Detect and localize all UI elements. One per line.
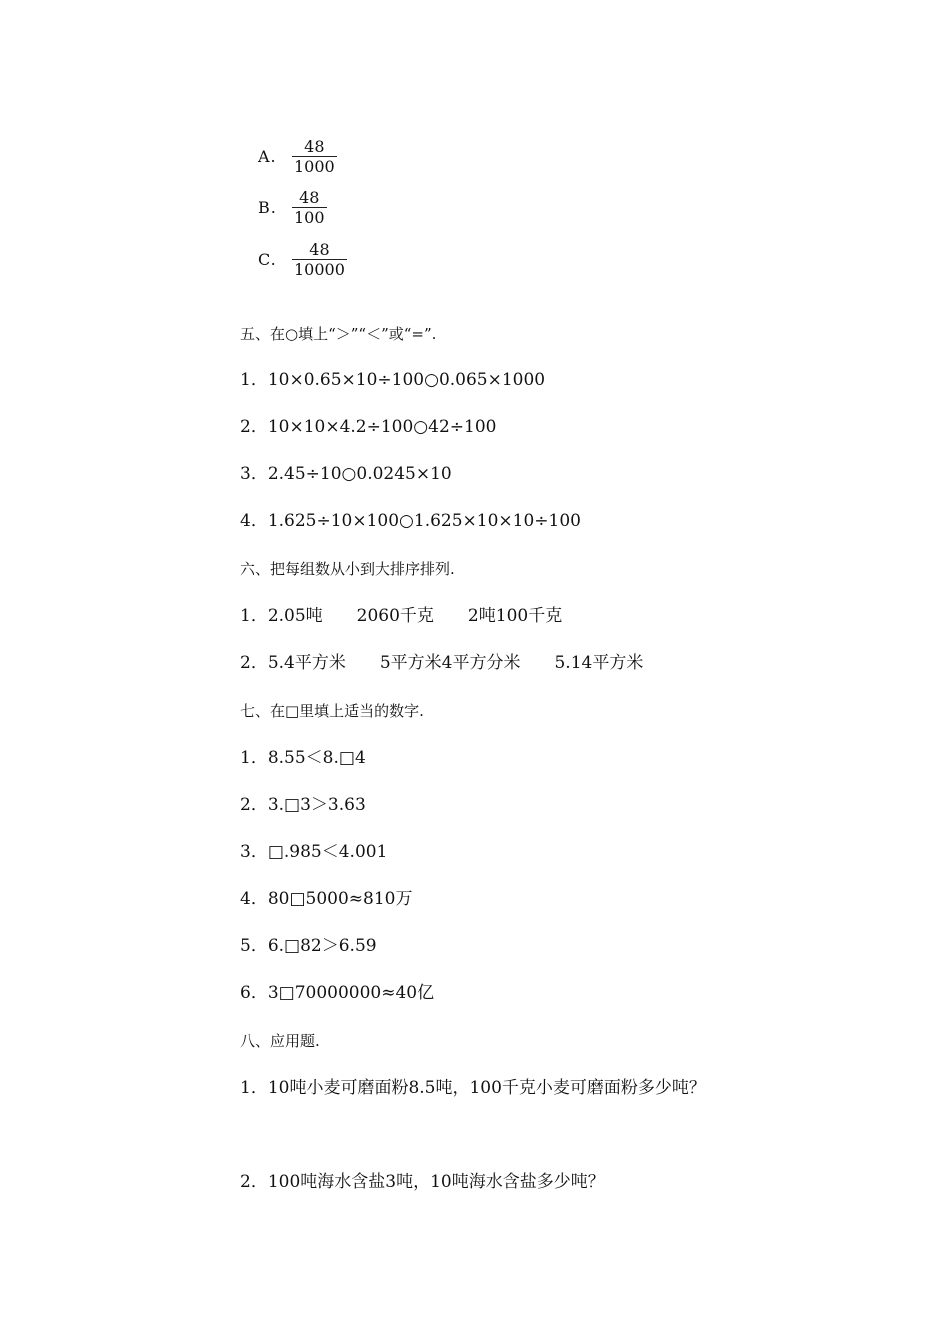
option-label: A. [258,147,277,166]
option-c [258,240,347,279]
fraction [292,137,337,176]
section-7-item: 6．3□70000000≈40亿 [240,983,435,1003]
option-label: C. [258,250,277,269]
section-8-item: 1．10吨小麦可磨面粉8.5吨，100千克小麦可磨面粉多少吨？ [240,1078,706,1098]
section-7-item: 1．8.55＜8.□4 [240,748,366,768]
fraction-numerator: 48 [309,240,330,259]
section-5-title: 五、在○填上“＞”“＜”或“=”. [240,325,437,343]
fraction-numerator: 48 [299,188,320,207]
option-a [258,137,337,176]
section-8-item: 2．100吨海水含盐3吨，10吨海水含盐多少吨？ [240,1172,605,1192]
section-5-item: 3．2.45÷10○0.0245×10 [240,464,452,484]
section-5-item: 4．1.625÷10×100○1.625×10×10÷100 [240,511,581,531]
fraction-denominator: 1000 [294,157,335,176]
section-6-item: 2．5.4平方米 5平方米4平方分米 5.14平方米 [240,653,644,673]
option-label: B. [258,198,277,217]
fraction-denominator: 100 [294,208,325,227]
fraction [292,188,327,227]
section-6-item: 1．2.05吨 2060千克 2吨100千克 [240,606,563,626]
section-7-item: 3．□.985＜4.001 [240,842,388,862]
fraction-numerator: 48 [304,137,325,156]
option-b [258,188,327,227]
fraction-denominator: 10000 [294,260,345,279]
section-5-item: 1．10×0.65×10÷100○0.065×1000 [240,370,546,390]
section-6-title: 六、把每组数从小到大排序排列. [240,560,455,578]
section-7-item: 5．6.□82＞6.59 [240,936,377,956]
section-7-title: 七、在□里填上适当的数字. [240,702,424,720]
fraction [292,240,347,279]
section-8-title: 八、应用题. [240,1032,320,1050]
section-5-item: 2．10×10×4.2÷100○42÷100 [240,417,497,437]
section-7-item: 4．80□5000≈810万 [240,889,413,909]
section-7-item: 2．3.□3＞3.63 [240,795,366,815]
